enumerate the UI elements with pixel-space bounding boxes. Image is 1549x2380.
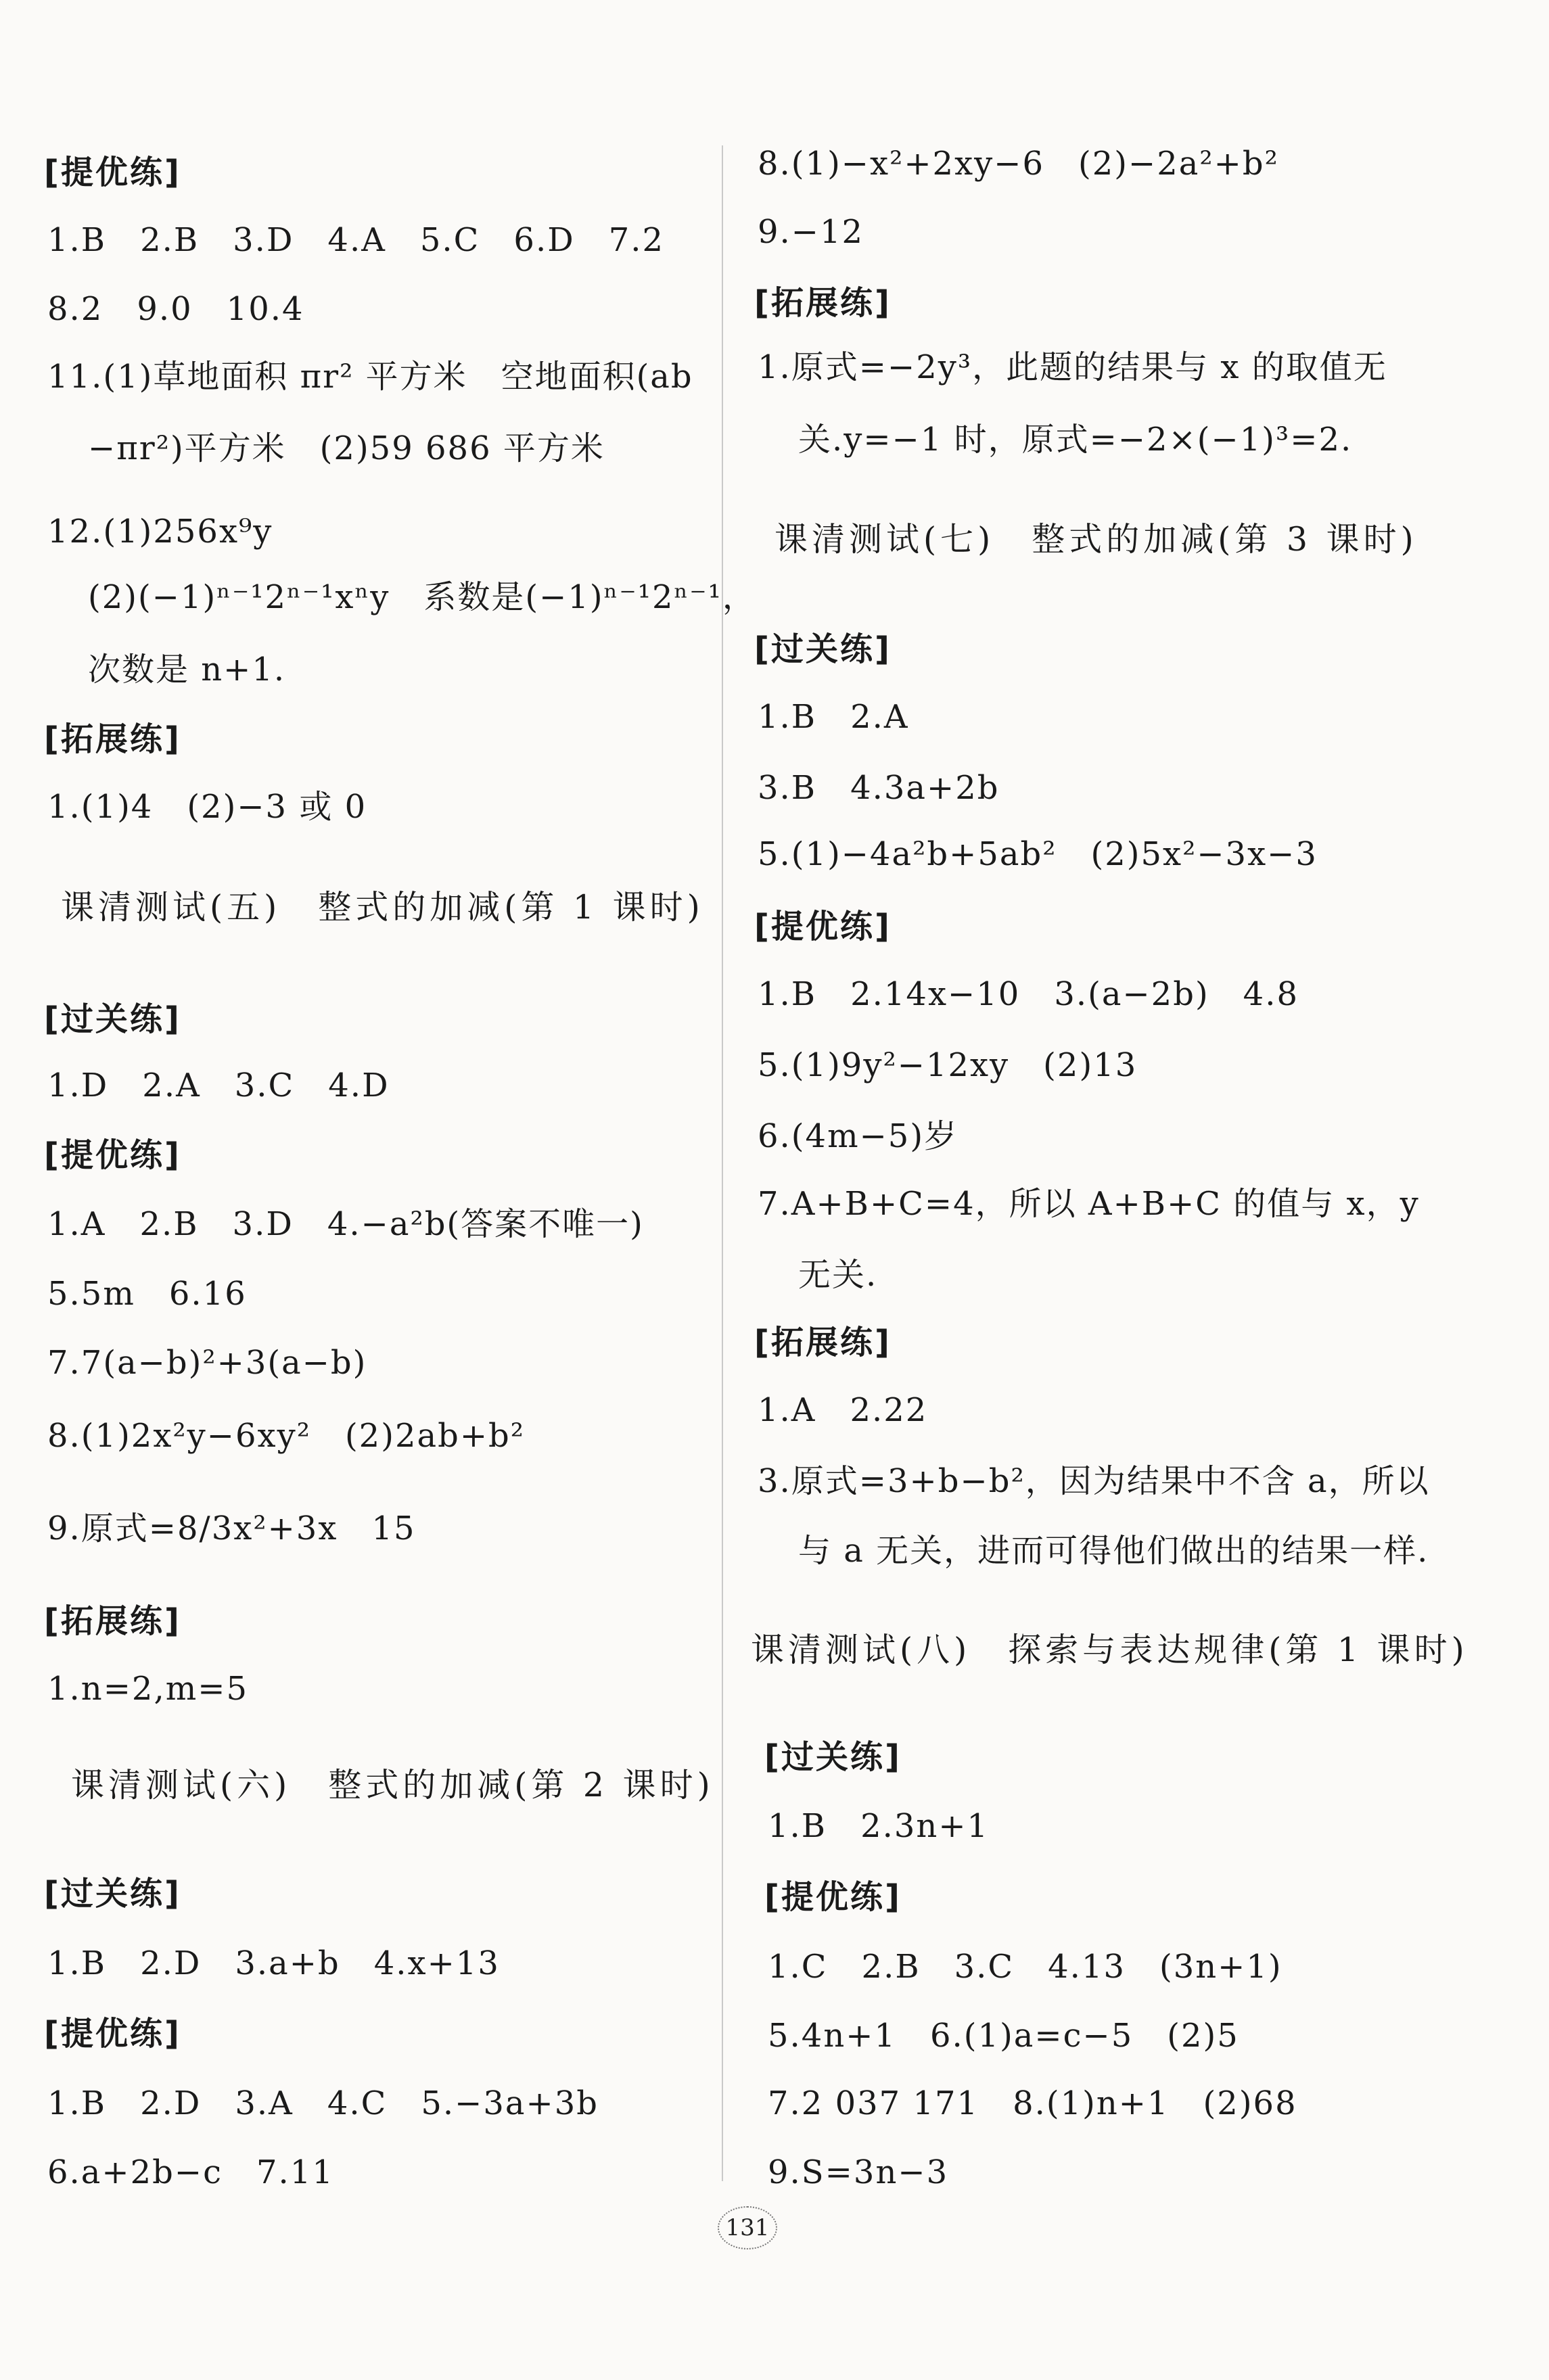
answer-line: (2)(−1)ⁿ⁻¹2ⁿ⁻¹xⁿy 系数是(−1)ⁿ⁻¹2ⁿ⁻¹，: [88, 578, 756, 616]
answer-line: 1.A 2.B 3.D 4.−a²b(答案不唯一): [47, 1205, 644, 1243]
answer-line: 1.(1)4 (2)−3 或 0: [47, 788, 367, 826]
section-heading: [提优练]: [44, 2015, 181, 2053]
answer-line: 6.a+2b−c 7.11: [47, 2153, 334, 2191]
answer-line: 1.B 2.14x−10 3.(a−2b) 4.8: [758, 975, 1299, 1013]
answer-line: 5.(1)−4a²b+5ab² (2)5x²−3x−3: [758, 835, 1318, 873]
section-heading: [拓展练]: [754, 284, 892, 322]
column-divider: [722, 145, 723, 2181]
answer-line: 1.B 2.D 3.A 4.C 5.−3a+3b: [47, 2084, 599, 2122]
answer-line: 3.原式=3+b−b²，因为结果中不含 a，所以: [758, 1462, 1430, 1500]
section-heading: [提优练]: [754, 908, 892, 946]
answer-line: 6.(4m−5)岁: [758, 1117, 958, 1155]
lesson-title: 课清测试(五) 整式的加减(第 1 课时): [61, 888, 704, 927]
answer-line: 无关.: [798, 1256, 878, 1294]
answer-line: 1.B 2.B 3.D 4.A 5.C 6.D 7.2: [47, 221, 665, 259]
answer-line: 5.4n+1 6.(1)a=c−5 (2)5: [768, 2017, 1239, 2055]
answer-line: 8.(1)2x²y−6xy² (2)2ab+b²: [47, 1417, 526, 1455]
lesson-title: 课清测试(六) 整式的加减(第 2 课时): [71, 1766, 714, 1804]
page-number: 131: [718, 2206, 777, 2249]
answer-line: 5.(1)9y²−12xy (2)13: [758, 1046, 1138, 1084]
section-heading: [拓展练]: [754, 1324, 892, 1361]
answer-line: 3.B 4.3a+2b: [758, 769, 1000, 807]
answer-line: 1.A 2.22: [758, 1391, 928, 1429]
section-heading: [拓展练]: [44, 1602, 181, 1640]
answer-line: 1.C 2.B 3.C 4.13 (3n+1): [768, 1948, 1282, 1986]
section-heading: [提优练]: [44, 154, 181, 191]
answer-line: 1.B 2.3n+1: [768, 1807, 990, 1845]
answer-line: 8.2 9.0 10.4: [47, 290, 304, 328]
answer-line: 9.S=3n−3: [768, 2153, 949, 2191]
lesson-title: 课清测试(八) 探索与表达规律(第 1 课时): [751, 1631, 1469, 1669]
section-heading: [过关练]: [764, 1738, 902, 1776]
section-heading: [拓展练]: [44, 720, 181, 758]
answer-line: 1.B 2.D 3.a+b 4.x+13: [47, 1944, 500, 1982]
answer-line: 7.7(a−b)²+3(a−b): [47, 1344, 367, 1382]
answer-line: 8.(1)−x²+2xy−6 (2)−2a²+b²: [758, 145, 1279, 183]
lesson-title: 课清测试(七) 整式的加减(第 3 课时): [774, 520, 1418, 559]
answer-line: 9.原式=8/3x²+3x 15: [47, 1510, 416, 1547]
answer-line: 1.n=2,m=5: [47, 1670, 248, 1708]
answer-line: 1.D 2.A 3.C 4.D: [47, 1067, 390, 1104]
answer-line: 次数是 n+1.: [88, 651, 286, 689]
answer-line: 12.(1)256x⁹y: [47, 513, 273, 551]
answer-line: 5.5m 6.16: [47, 1275, 247, 1313]
section-heading: [过关练]: [44, 1000, 181, 1038]
section-heading: [过关练]: [44, 1875, 181, 1913]
section-heading: [过关练]: [754, 630, 892, 668]
answer-line: 1.B 2.A: [758, 698, 909, 736]
section-heading: [提优练]: [764, 1878, 902, 1916]
answer-line: 7.A+B+C=4，所以 A+B+C 的值与 x，y: [758, 1185, 1420, 1223]
answer-line: 9.−12: [758, 213, 864, 251]
answer-line: 11.(1)草地面积 πr² 平方米 空地面积(ab: [47, 358, 693, 396]
answer-line: 与 a 无关，进而可得他们做出的结果一样.: [798, 1532, 1429, 1570]
answer-line: 1.原式=−2y³，此题的结果与 x 的取值无: [758, 348, 1387, 386]
answer-line: 关.y=−1 时，原式=−2×(−1)³=2.: [798, 421, 1353, 459]
answer-line: 7.2 037 171 8.(1)n+1 (2)68: [768, 2084, 1297, 2122]
section-heading: [提优练]: [44, 1136, 181, 1174]
answer-line: −πr²)平方米 (2)59 686 平方米: [88, 429, 605, 467]
